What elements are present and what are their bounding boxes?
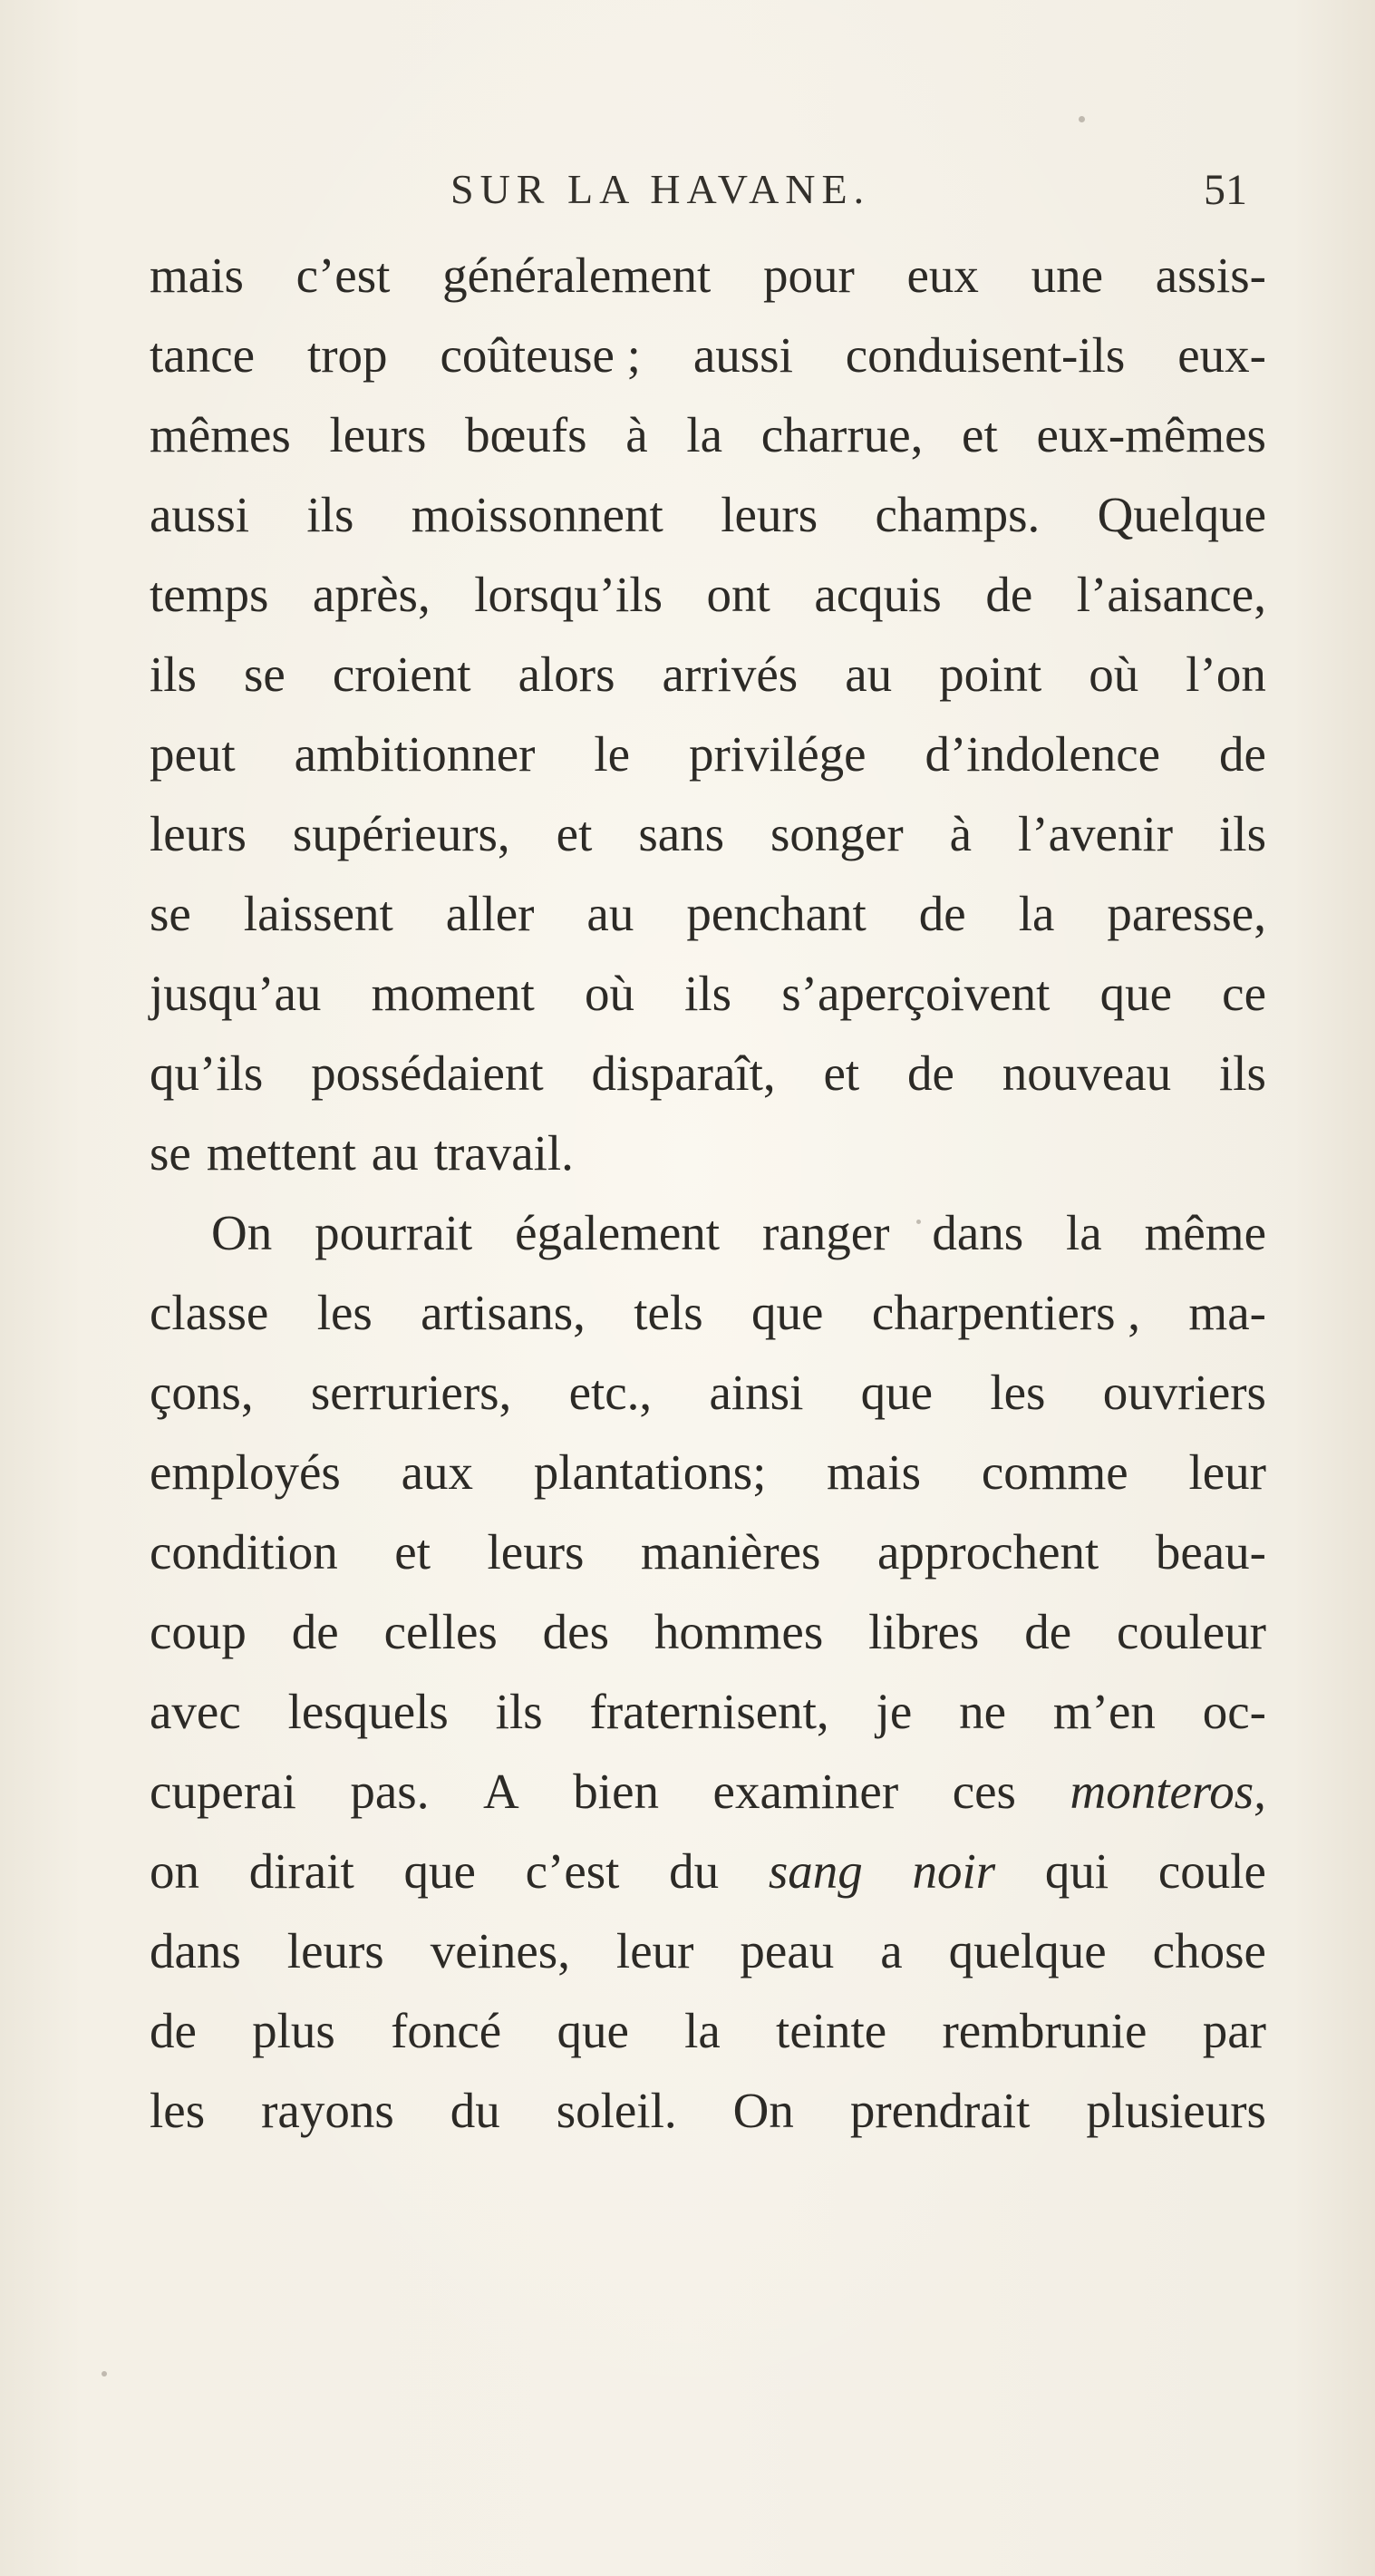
word: que [557, 2003, 629, 2058]
text-line [150, 1353, 1266, 1433]
word: leurs [150, 806, 247, 861]
word: veines, [430, 1923, 570, 1978]
text-line [150, 794, 1266, 874]
word: arrivés [662, 646, 799, 702]
paper-speck [916, 1220, 921, 1224]
word: assis- [1155, 248, 1266, 303]
word: ambitionner [294, 726, 536, 782]
word: noir [912, 1843, 996, 1899]
word: couleur [1117, 1604, 1266, 1659]
word: que [860, 1365, 934, 1420]
word: ma- [1188, 1285, 1266, 1340]
text-line [150, 1911, 1266, 1991]
word: coule [1157, 1843, 1266, 1899]
word: les [990, 1365, 1046, 1420]
word: Quelque [1097, 487, 1266, 542]
word: lesquels [287, 1684, 449, 1739]
word: d’indolence [925, 726, 1161, 782]
word: point [939, 646, 1042, 702]
word: privilége [689, 726, 867, 782]
text-line [150, 1752, 1266, 1832]
word: se [150, 886, 191, 941]
word: de [1024, 1604, 1072, 1659]
word: l’avenir [1018, 806, 1174, 861]
text-line [150, 874, 1266, 954]
word: condition [150, 1524, 338, 1580]
word: On [211, 1205, 273, 1260]
word: où [584, 966, 634, 1021]
word: oc- [1202, 1684, 1266, 1739]
word: la [684, 2003, 721, 2058]
word: ils [495, 1684, 543, 1739]
word: de [985, 567, 1033, 622]
word: a [880, 1923, 903, 1978]
text-line [150, 1832, 1266, 1911]
word: du [669, 1843, 720, 1899]
word: ranger [761, 1205, 890, 1260]
word: rayons [261, 2083, 394, 2138]
word: aller [445, 886, 535, 941]
word: disparaît, [591, 1045, 776, 1101]
word: cuperai [150, 1764, 296, 1819]
word: ces [952, 1764, 1016, 1819]
word: peut [150, 726, 236, 782]
word: au [586, 886, 634, 941]
word: leur [615, 1923, 694, 1978]
word: serruriers, [310, 1365, 512, 1420]
text-line [150, 954, 1266, 1034]
word: de [150, 2003, 197, 2058]
word: que [403, 1843, 476, 1899]
word: etc., [568, 1365, 653, 1420]
word: au [845, 646, 893, 702]
word: sang [768, 1843, 863, 1899]
text-line [150, 1512, 1266, 1592]
word: ils [684, 966, 732, 1021]
word: eux- [1177, 327, 1266, 383]
word: à [949, 806, 973, 861]
word: bœufs [465, 407, 587, 462]
text-line [150, 316, 1266, 395]
word: jusqu’au [150, 966, 322, 1021]
word: ils [150, 646, 197, 702]
word: coûteuse ; [440, 327, 641, 383]
word: qui [1044, 1843, 1109, 1899]
word: laissent [243, 886, 393, 941]
word: rembrunie [942, 2003, 1147, 2058]
text-line [150, 1433, 1266, 1512]
text-line [150, 1193, 1266, 1273]
word: pourrait [315, 1205, 473, 1260]
word: l’aisance, [1076, 567, 1266, 622]
word: aussi [150, 487, 249, 542]
word: prendrait [849, 2083, 1031, 2138]
word: la [1066, 1205, 1102, 1260]
word: soleil. [556, 2083, 677, 2138]
word: ont [706, 567, 770, 622]
word: dans [150, 1923, 241, 1978]
word: leurs [487, 1524, 585, 1580]
text-line [150, 236, 1266, 316]
word: plantations; [533, 1444, 767, 1500]
word: eux [906, 248, 979, 303]
word: leur [1188, 1444, 1266, 1500]
word: même [1144, 1205, 1266, 1260]
word: également [515, 1205, 721, 1260]
word: songer [770, 806, 904, 861]
word: la [686, 407, 723, 462]
word: et [823, 1045, 860, 1101]
word: mêmes [150, 407, 291, 462]
word: et [556, 806, 593, 861]
word: que [1099, 966, 1173, 1021]
word: pas. [350, 1764, 430, 1819]
text-line [150, 475, 1266, 555]
text-line [150, 2071, 1266, 2151]
word: de [1219, 726, 1266, 782]
word: mais [150, 248, 244, 303]
word: temps [150, 567, 269, 622]
word: artisans, [421, 1285, 586, 1340]
word: pour [763, 248, 855, 303]
word: celles [383, 1604, 498, 1659]
page-number: 51 [1204, 166, 1247, 214]
text-line [150, 1592, 1266, 1672]
word: leurs [721, 487, 818, 542]
word: généralement [442, 248, 712, 303]
word: ils [306, 487, 354, 542]
word: plus [252, 2003, 335, 2058]
word: libres [868, 1604, 980, 1659]
word: quelque [948, 1923, 1107, 1978]
text-line [150, 635, 1266, 714]
word: classe [150, 1285, 269, 1340]
word: moment [371, 966, 535, 1021]
word: charrue, [760, 407, 924, 462]
word: la [1018, 886, 1055, 941]
word: manières [640, 1524, 821, 1580]
word: du [450, 2083, 500, 2138]
word: c’est [525, 1843, 620, 1899]
word: c’est [295, 248, 391, 303]
word: ne [959, 1684, 1007, 1739]
word: de [907, 1045, 954, 1101]
word: trop [306, 327, 388, 383]
word: aussi [692, 327, 793, 383]
word: s’aperçoivent [781, 966, 1051, 1021]
word: A [483, 1764, 519, 1819]
word: avec [150, 1684, 241, 1739]
word: on [150, 1843, 199, 1899]
word: chose [1152, 1923, 1266, 1978]
word: m’en [1052, 1684, 1156, 1739]
word: charpentiers , [871, 1285, 1141, 1340]
word: aux [401, 1444, 473, 1500]
paper-speck [102, 2371, 107, 2377]
word: ce [1222, 966, 1266, 1021]
word: dans [932, 1205, 1024, 1260]
word: et [962, 407, 998, 462]
word: ils [1219, 806, 1266, 861]
word: l’on [1186, 646, 1266, 702]
word: bien [573, 1764, 659, 1819]
word: moissonnent [411, 487, 663, 542]
word: lorsqu’ils [474, 567, 663, 622]
word: mettent [206, 1125, 356, 1181]
word: ainsi [709, 1365, 804, 1420]
word: possédaient [311, 1045, 544, 1101]
word: beau- [1155, 1524, 1266, 1580]
running-head: SUR LA HAVANE. [450, 166, 871, 212]
word: dirait [248, 1843, 354, 1899]
word: fraternisent, [589, 1684, 829, 1739]
word: les [150, 2083, 206, 2138]
word: les [316, 1285, 373, 1340]
word: teinte [776, 2003, 887, 2058]
text-line [150, 1991, 1266, 2071]
word: une [1031, 248, 1104, 303]
word: se [244, 646, 286, 702]
text-line [150, 1273, 1266, 1353]
word: champs. [875, 487, 1041, 542]
word: plusieurs [1086, 2083, 1266, 2138]
text-line [150, 714, 1266, 794]
word: çons, [150, 1365, 254, 1420]
word: On [732, 2083, 794, 2138]
word: de [918, 886, 966, 941]
body-text [150, 236, 1266, 2151]
word: foncé [391, 2003, 502, 2058]
word: nouveau [1002, 1045, 1172, 1101]
word: peau [740, 1923, 835, 1978]
word: eux-mêmes [1036, 407, 1266, 462]
word: ouvriers [1102, 1365, 1266, 1420]
word: par [1202, 2003, 1266, 2058]
word: le [594, 726, 631, 782]
word: conduisent-ils [845, 327, 1126, 383]
word: alors [518, 646, 615, 702]
word: hommes [654, 1604, 824, 1659]
word: tels [634, 1285, 703, 1340]
word: à [625, 407, 648, 462]
word: qu’ils [150, 1045, 264, 1101]
word: comme [981, 1444, 1128, 1500]
word: où [1089, 646, 1139, 702]
word: coup [150, 1604, 247, 1659]
text-line [150, 1113, 1266, 1193]
word: et [394, 1524, 431, 1580]
word: employés [150, 1444, 341, 1500]
word: monteros, [1070, 1764, 1266, 1819]
word: se [150, 1125, 191, 1181]
word: des [542, 1604, 609, 1659]
word: supérieurs, [292, 806, 510, 861]
word: tance [150, 327, 256, 383]
word: paresse, [1107, 886, 1266, 941]
word: je [876, 1684, 913, 1739]
text-line [150, 395, 1266, 475]
word: que [751, 1285, 824, 1340]
word: examiner [712, 1764, 899, 1819]
word: sans [638, 806, 725, 861]
word: après, [312, 567, 431, 622]
word: de [291, 1604, 339, 1659]
word: leurs [329, 407, 427, 462]
word: leurs [286, 1923, 384, 1978]
word: acquis [814, 567, 942, 622]
word: au [371, 1125, 419, 1181]
word: penchant [686, 886, 867, 941]
word: approchent [876, 1524, 1099, 1580]
word: croient [332, 646, 471, 702]
text-line [150, 1672, 1266, 1752]
paper-speck [1079, 116, 1085, 122]
word: ils [1218, 1045, 1266, 1101]
text-line [150, 555, 1266, 635]
word: mais [827, 1444, 922, 1500]
text-line [150, 1034, 1266, 1113]
word: travail. [433, 1125, 574, 1181]
